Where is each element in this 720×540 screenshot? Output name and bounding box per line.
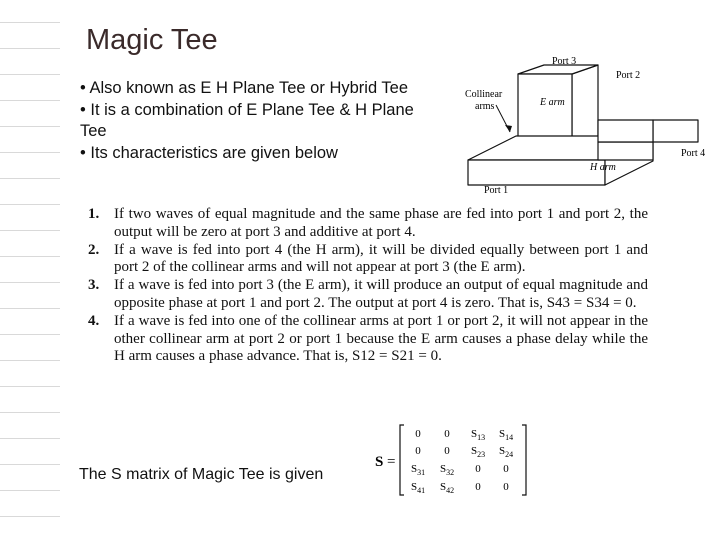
item-number: 1. [88, 206, 100, 222]
left-decoration [0, 0, 62, 540]
left-bracket [400, 425, 404, 495]
collinear-arms-front [468, 160, 605, 185]
matrix-cell: $S_{31}$ [410, 463, 426, 477]
list-item [88, 206, 648, 242]
label-e-arm: E arm [540, 97, 565, 108]
matrix-cell: $S_{14}$ [498, 428, 514, 442]
bullet-combination: • It is a combination of E Plane Tee & H Plane [80, 100, 414, 119]
item-text: If a wave is fed into port 3 (the E arm), it will produce an output of equal magnitude and opposite phase at port 1 and port 2. The output at port 4 is zero. That is, S43 = S34 = 0. [114, 277, 648, 311]
list-item [88, 277, 648, 313]
label-collinear: Collinear [465, 89, 503, 100]
label-port-1: Port 1 [484, 185, 509, 196]
matrix-cell: 0 [503, 481, 509, 493]
label-h-arm: H arm [590, 162, 616, 173]
item-text: If a wave is fed into port 4 (the H arm), it will be divided equally between port 1 and port 2 of the collinear arms and will not appear at port 3 (the E arm). [114, 241, 648, 276]
bullet-characteristics: • Its characteristics are given below [80, 143, 338, 162]
right-bracket [522, 425, 526, 495]
matrix-cell: $S_{13}$ [470, 428, 486, 442]
list-item [88, 313, 648, 366]
h-arm-top [598, 142, 653, 160]
item-number: 2. [88, 241, 100, 258]
label-port-2: Port 2 [616, 70, 641, 81]
matrix-cell: $S_{32}$ [439, 463, 455, 477]
collinear-arrowhead [505, 125, 512, 132]
slide-title: Magic Tee [86, 24, 218, 56]
item-number: 3. [88, 277, 100, 294]
matrix-symbol: S [375, 454, 384, 470]
label-port-3: Port 3 [552, 56, 577, 67]
item-text: If a wave is fed into one of the collinear arms at port 1 or port 2, it will not appear in the other collinear arm at port 2 or port 1 because the E arm causes a phase delay while the H arm causes a phase advance. That is, S12 = S21 = 0. [114, 312, 648, 365]
matrix-cell: $S_{24}$ [498, 445, 514, 459]
h-arm-end [653, 120, 698, 142]
matrix-cell: $S_{42}$ [439, 481, 455, 495]
matrix-cell: 0 [475, 463, 481, 475]
intro-bullets [80, 78, 445, 164]
h-arm-face [598, 120, 653, 142]
bullet-also-known: • Also known as E H Plane Tee or Hybrid Tee [80, 79, 409, 97]
item-number: 4. [88, 312, 100, 329]
item-text: If two waves of equal magnitude and the same phase are fed into port 1 and port 2, the output will be zero at port 3 and additive at port 4. [114, 206, 648, 240]
characteristics-list [88, 206, 648, 366]
matrix-cell: $S_{41}$ [410, 481, 426, 495]
magic-tee-diagram [448, 52, 718, 200]
matrix-cell: 0 [475, 481, 481, 493]
matrix-cell: $S_{23}$ [470, 445, 486, 459]
matrix-cell: 0 [444, 445, 450, 457]
matrix-cell: 0 [415, 428, 421, 440]
matrix-cell: 0 [503, 463, 509, 475]
matrix-cell: 0 [444, 428, 450, 440]
s-matrix [373, 422, 533, 498]
label-arms: arms [475, 101, 495, 112]
bullet-combination-cont: Tee [80, 122, 107, 140]
label-port-4: Port 4 [681, 148, 706, 159]
smatrix-caption: The S matrix of Magic Tee is given [79, 466, 324, 483]
matrix-equals: = [387, 454, 396, 470]
list-item [88, 242, 648, 278]
matrix-cell: 0 [415, 445, 421, 457]
